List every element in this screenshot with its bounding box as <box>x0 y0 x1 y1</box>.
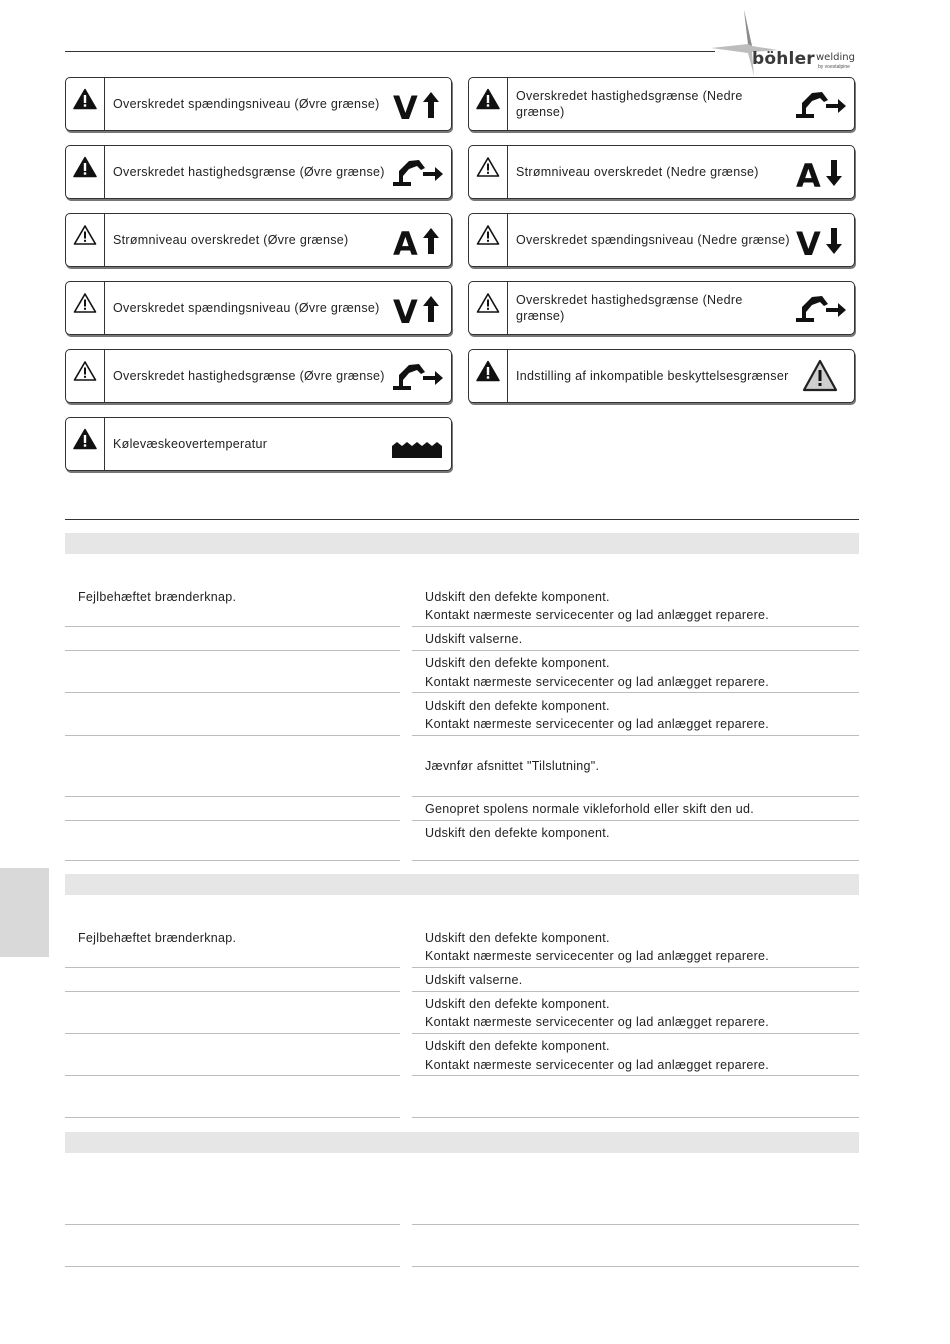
row-divider-right <box>412 1033 859 1034</box>
section-header-bar <box>65 874 859 895</box>
current-down-icon <box>792 152 848 192</box>
row-divider-right <box>412 626 859 627</box>
warning-outline-icon <box>476 224 500 246</box>
cause-text: Fejlbehæftet brænderknap. <box>78 931 237 945</box>
alarm-text: Overskredet spændingsniveau (Øvre grænse) <box>113 97 380 111</box>
solution-text: Udskift den defekte komponent. <box>425 1039 610 1053</box>
alarm-severity-cell <box>66 418 105 470</box>
solution-text: Jævnfør afsnittet "Tilslutning". <box>425 759 600 773</box>
row-divider-right <box>412 692 859 693</box>
section-header-bar <box>65 1132 859 1153</box>
alarm-card <box>65 417 452 471</box>
voltage-up-icon <box>389 84 445 124</box>
row-divider-left <box>65 735 400 736</box>
row-divider-right <box>412 860 859 861</box>
alarm-text: Overskredet hastighedsgrænse (Øvre grænse) <box>113 165 385 179</box>
alarm-severity-cell <box>66 282 105 334</box>
row-divider-right <box>412 1075 859 1076</box>
row-divider-left <box>65 860 400 861</box>
alarm-card <box>468 145 855 199</box>
svg-text:A: A <box>393 225 418 260</box>
coolant-icon <box>389 424 445 464</box>
cause-text: Fejlbehæftet brænderknap. <box>78 590 237 604</box>
robot-speed-icon <box>389 356 445 396</box>
alarm-card <box>468 281 855 335</box>
row-divider-left <box>65 991 400 992</box>
row-divider-left <box>65 692 400 693</box>
row-divider-right <box>412 991 859 992</box>
solution-text: Udskift den defekte komponent. <box>425 997 610 1011</box>
solution-text: Udskift den defekte komponent. <box>425 826 610 840</box>
alarm-text: Overskredet hastighedsgrænse (Nedre grænse) <box>516 293 743 323</box>
alarm-card <box>65 77 452 131</box>
logo-tagline: by voestalpine <box>818 64 850 70</box>
solution-text: Genopret spolens normale vikleforhold eller skift den ud. <box>425 802 755 816</box>
row-divider-left <box>65 1266 400 1267</box>
alarm-card <box>468 349 855 403</box>
robot-speed-icon <box>389 152 445 192</box>
robot-speed-icon <box>792 288 848 328</box>
svg-text:V: V <box>393 293 418 328</box>
warning-filled-icon <box>73 156 97 178</box>
warning-outline-icon <box>73 360 97 382</box>
svg-text:V: V <box>796 225 821 260</box>
alarm-card <box>468 77 855 131</box>
warning-outline-icon <box>73 292 97 314</box>
row-divider-left <box>65 626 400 627</box>
row-divider-right <box>412 735 859 736</box>
row-divider-left <box>65 1224 400 1225</box>
alarm-text: Strømniveau overskredet (Nedre grænse) <box>516 165 759 179</box>
header-rule <box>65 51 715 52</box>
section-header-bar <box>65 533 859 554</box>
row-divider-left <box>65 967 400 968</box>
svg-text:V: V <box>393 89 418 124</box>
alarm-text: Overskredet hastighedsgrænse (Øvre grænse) <box>113 369 385 383</box>
warning-outline-icon <box>476 156 500 178</box>
row-divider-left <box>65 1075 400 1076</box>
row-divider-right <box>412 650 859 651</box>
solution-text: Kontakt nærmeste servicecenter og lad anlægget reparere. <box>425 949 770 963</box>
solution-text: Udskift den defekte komponent. <box>425 931 610 945</box>
svg-text:A: A <box>796 157 821 192</box>
row-divider-right <box>412 1266 859 1267</box>
warning-filled-icon <box>476 360 500 382</box>
alarm-severity-cell <box>469 214 508 266</box>
solution-text: Kontakt nærmeste servicecenter og lad anlægget reparere. <box>425 1015 770 1029</box>
robot-speed-icon <box>792 84 848 124</box>
solution-text: Udskift valserne. <box>425 973 523 987</box>
row-divider-left <box>65 796 400 797</box>
alarm-text: Indstilling af inkompatible beskyttelsesgrænser <box>516 369 789 383</box>
warning-triangle-icon <box>792 356 848 396</box>
section-rule <box>65 519 859 520</box>
row-divider-left <box>65 650 400 651</box>
alarm-text: Overskredet spændingsniveau (Nedre grænse) <box>516 233 790 247</box>
solution-text: Udskift den defekte komponent. <box>425 699 610 713</box>
alarm-card <box>65 281 452 335</box>
solution-text: Udskift den defekte komponent. <box>425 590 610 604</box>
alarm-severity-cell <box>66 214 105 266</box>
solution-text: Udskift den defekte komponent. <box>425 656 610 670</box>
row-divider-right <box>412 1117 859 1118</box>
alarm-severity-cell <box>469 78 508 130</box>
chapter-side-tab <box>0 868 49 957</box>
solution-text: Kontakt nærmeste servicecenter og lad anlægget reparere. <box>425 608 770 622</box>
row-divider-right <box>412 967 859 968</box>
alarm-severity-cell <box>469 146 508 198</box>
alarm-text: Kølevæskeovertemperatur <box>113 437 268 451</box>
voltage-up-icon <box>389 288 445 328</box>
voltage-down-icon <box>792 220 848 260</box>
logo-brand-suffix: welding <box>816 52 855 63</box>
solution-text: Kontakt nærmeste servicecenter og lad anlægget reparere. <box>425 717 770 731</box>
alarm-severity-cell <box>66 78 105 130</box>
solution-text: Kontakt nærmeste servicecenter og lad anlægget reparere. <box>425 1058 770 1072</box>
warning-filled-icon <box>73 428 97 450</box>
row-divider-right <box>412 796 859 797</box>
solution-text: Kontakt nærmeste servicecenter og lad anlægget reparere. <box>425 675 770 689</box>
alarm-severity-cell <box>66 146 105 198</box>
alarm-card <box>65 349 452 403</box>
alarm-text: Overskredet hastighedsgrænse (Nedre grænse) <box>516 89 743 119</box>
warning-filled-icon <box>476 88 500 110</box>
logo-brand: böhler <box>752 49 815 69</box>
alarm-severity-cell <box>469 350 508 402</box>
alarm-card <box>468 213 855 267</box>
warning-filled-icon <box>73 88 97 110</box>
current-up-icon <box>389 220 445 260</box>
solution-text: Udskift valserne. <box>425 632 523 646</box>
alarm-text: Strømniveau overskredet (Øvre grænse) <box>113 233 349 247</box>
alarm-card <box>65 213 452 267</box>
row-divider-left <box>65 1033 400 1034</box>
row-divider-right <box>412 820 859 821</box>
alarm-text: Overskredet spændingsniveau (Øvre grænse) <box>113 301 380 315</box>
alarm-card <box>65 145 452 199</box>
row-divider-right <box>412 1224 859 1225</box>
alarm-severity-cell <box>469 282 508 334</box>
row-divider-left <box>65 1117 400 1118</box>
alarm-severity-cell <box>66 350 105 402</box>
warning-outline-icon <box>73 224 97 246</box>
row-divider-left <box>65 820 400 821</box>
warning-outline-icon <box>476 292 500 314</box>
